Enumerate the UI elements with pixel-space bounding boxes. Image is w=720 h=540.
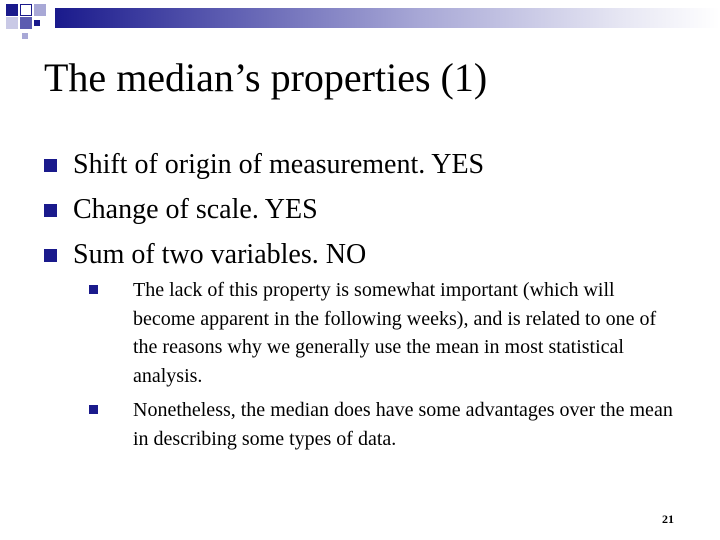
sub-bullet-text: The lack of this property is somewhat important (which will become apparent in the following weeks), and is related to one of the reasons why we generally use the mean in most statistical analysis.	[133, 279, 657, 387]
bullet-text: Shift of origin of measurement. YES	[73, 149, 485, 180]
bullet-text: Sum of two variables. NO	[73, 239, 367, 270]
page-number: 21	[662, 512, 674, 526]
square-bullet-icon	[89, 405, 98, 414]
bullet-item	[40, 187, 690, 232]
bullet-item	[40, 142, 690, 187]
deco-square-light	[34, 4, 46, 16]
bullet-text: Change of scale. YES	[73, 194, 318, 225]
deco-square-pale	[6, 17, 18, 29]
square-bullet-icon	[89, 285, 98, 294]
square-bullet-icon	[44, 159, 57, 172]
sub-bullet-item	[86, 396, 676, 453]
deco-square-outline	[20, 4, 32, 16]
deco-square-dark	[6, 4, 18, 16]
deco-square-tiny	[22, 33, 28, 39]
deco-square-mid	[20, 17, 32, 29]
sub-bullet-list	[86, 276, 676, 459]
square-bullet-icon	[44, 249, 57, 262]
corner-decoration	[0, 0, 60, 50]
deco-square-small	[34, 20, 40, 26]
header-gradient-bar	[55, 8, 720, 28]
slide-title: The median’s properties (1)	[44, 55, 488, 100]
bullet-item	[40, 232, 690, 277]
bullet-list	[40, 142, 690, 277]
sub-bullet-text: Nonetheless, the median does have some advantages over the mean in describing some types of data.	[133, 399, 673, 450]
square-bullet-icon	[44, 204, 57, 217]
sub-bullet-item	[86, 276, 676, 390]
